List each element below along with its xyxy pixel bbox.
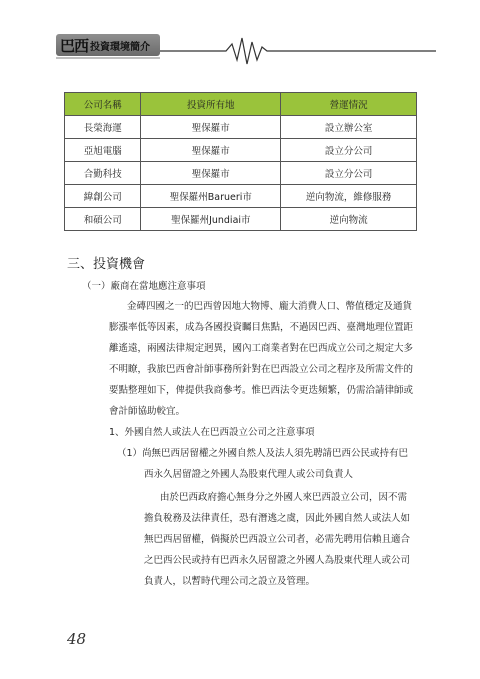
table-cell: 和碩公司 — [65, 208, 141, 231]
body-line: 無巴西居留權，倘擬於巴西設立公司者，必需先聘用信賴且適合 — [144, 534, 411, 545]
company-table — [64, 92, 417, 231]
body-line: 由於巴西政府擔心無身分之外國人來巴西設立公司，因不需 — [160, 492, 408, 503]
body-line: 膨漲率低等因素，成為各國投資矚目焦點，不過因巴西、臺灣地理位置距 — [109, 322, 414, 333]
table-cell: 合勤科技 — [65, 162, 141, 185]
body-line: 離遙遠，兩國法律規定迥異，國內工商業者對在巴西成立公司之規定大多 — [109, 343, 414, 354]
body-line: 會計師協助較宜。 — [109, 406, 186, 417]
body-line: 擔負稅務及法律責任，恐有潛逃之虞，因此外國自然人或法人如 — [144, 513, 411, 524]
table-cell: 聖保羅州Jundiai市 — [141, 208, 281, 231]
sub-item-line: （1）尚無巴西居留權之外國自然人及法人須先聘請巴西公民或持有巴 — [117, 448, 409, 459]
subsection-heading: （一）廠商在當地應注意事項 — [82, 281, 206, 292]
table-cell: 聖保羅市 — [141, 116, 281, 139]
list-item-heading: 1、外國自然人或法人在巴西設立公司之注意事項 — [109, 427, 315, 438]
header-logo-main: 巴西 — [60, 36, 89, 55]
table-row — [65, 139, 417, 162]
table-row — [65, 208, 417, 231]
table-cell: 設立分公司 — [281, 139, 417, 162]
table-cell: 設立分公司 — [281, 162, 417, 185]
section-title: 三、投資機會 — [67, 257, 146, 272]
table-cell: 亞旭電腦 — [65, 139, 141, 162]
body-line: 金磚四國之一的巴西曾因地大物博、龐大消費人口、幣值穩定及通貨 — [127, 301, 413, 312]
table-header-cell: 投資所有地 — [141, 93, 281, 116]
table-cell: 緯創公司 — [65, 185, 141, 208]
table-header-cell: 公司名稱 — [65, 93, 141, 116]
table-cell: 聖保羅市 — [141, 162, 281, 185]
sub-item-line: 西永久居留證之外國人為股東代理人或公司負責人 — [144, 469, 354, 480]
body-line: 不明瞭，我旅巴西會計師事務所針對在巴西設立公司之程序及所需文件的 — [109, 364, 414, 375]
body-line: 要點整理如下，俾提供我商參考。惟巴西法令更迭頻繁，仍需洽請律師或 — [109, 385, 414, 396]
table-header-cell: 營運情況 — [281, 93, 417, 116]
body-line: 負責人，以暫時代理公司之設立及管理。 — [144, 576, 316, 587]
table-cell: 設立辦公室 — [281, 116, 417, 139]
table-cell: 逆向物流 — [281, 208, 417, 231]
table-row — [65, 185, 417, 208]
table-cell: 聖保羅市 — [141, 139, 281, 162]
table-header-row — [65, 93, 417, 116]
table-cell: 聖保羅州Barueri市 — [141, 185, 281, 208]
table-cell: 逆向物流，維修服務 — [281, 185, 417, 208]
header-logo — [56, 34, 160, 56]
page-number: 48 — [67, 630, 87, 648]
body-line: 之巴西公民或持有巴西永久居留證之外國人為股東代理人或公司 — [144, 555, 411, 566]
table-row — [65, 116, 417, 139]
header-logo-sub: 投資環境簡介 — [90, 41, 151, 53]
table-cell: 長榮海運 — [65, 116, 141, 139]
table-row — [65, 162, 417, 185]
page-header — [56, 34, 436, 74]
